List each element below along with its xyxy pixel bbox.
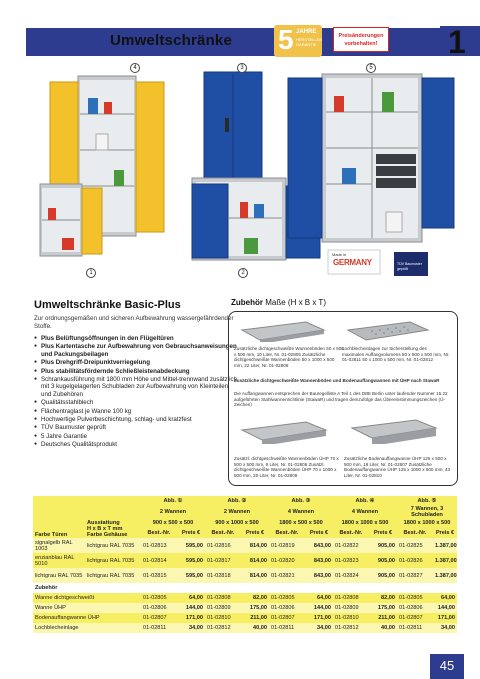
head-best: Best.-Nr. — [269, 528, 305, 538]
feature-item: ● Qualitätsstahlblech — [34, 399, 240, 406]
price-note: Preisänderungen vorbehalten! — [333, 27, 389, 52]
warranty-label: JAHRE — [296, 29, 317, 35]
tuv-label-2: geprüft — [397, 267, 408, 271]
price: 34,00 — [305, 623, 333, 633]
feature-item: ● Schrankausführung mit 1800 mm Höhe und Mittel-trennwand zusätzlich mit 3 kugelgelagerten Schubladen zur Aufbewahrung von Kleinteilen und Zubehören — [34, 376, 240, 398]
price: 144,00 — [177, 603, 205, 613]
price: 595,00 — [177, 553, 205, 568]
order-number: 01-02814 — [141, 553, 177, 568]
warranty-sublabel: HERSTELLER GARANTIE — [296, 37, 323, 47]
head-abb-3: Abb. ③ — [269, 496, 333, 506]
order-number: 01-02824 — [333, 568, 369, 583]
chapter-number: 1 — [448, 24, 466, 60]
photo-label-3: 3 — [237, 63, 247, 73]
price: 82,00 — [369, 593, 397, 603]
door-color: enzianblau RAL 5010 — [33, 553, 85, 568]
price: 211,00 — [241, 613, 269, 623]
feature-item: ● TÜV Baumuster geprüft — [34, 424, 240, 431]
feature-item: ● Flächentraglast je Wanne 100 kg — [34, 408, 240, 415]
head-price: Preis € — [433, 528, 457, 538]
body-color: lichtgrau RAL 7035 — [85, 553, 141, 568]
price: 211,00 — [369, 613, 397, 623]
head-best: Best.-Nr. — [205, 528, 241, 538]
accessory-name: Wanne ÜHP — [33, 603, 141, 613]
accessory-desc-3-title: Zusätzliche dichtgeschweißte Wannenböden und Bodenauffangwannen mit ÜHP nach StawaR — [234, 378, 440, 383]
price: 843,00 — [305, 538, 333, 553]
order-number: 01-02812 — [333, 623, 369, 633]
accessory-name: Lochblecheinlage — [33, 623, 141, 633]
accessory-desc-3: Die Auffangwannen entsprechen der Bauregelliste A Teil 1 des DIBt Berlin unter laufender Nummer 15.22 aufgeführten Stahlwannenrichtlinie (StawaR) und tragen demzufolge das Übereinstimmungszeichen (Ü-Zeichen) — [234, 391, 448, 408]
head-abb-1: Abb. ① — [141, 496, 205, 506]
price: 814,00 — [241, 568, 269, 583]
order-number: 01-02817 — [205, 553, 241, 568]
order-number: 01-02818 — [205, 568, 241, 583]
order-number: 01-02810 — [333, 613, 369, 623]
price: 144,00 — [433, 603, 457, 613]
order-number: 01-02820 — [269, 553, 305, 568]
head-desc-3: 4 Wannen — [269, 506, 333, 518]
accessories-title-dims: Maße (H x B x T) — [265, 298, 326, 307]
made-in-label: Made in — [332, 252, 347, 257]
page-title: Umweltschränke — [110, 32, 233, 49]
accessories-title — [231, 298, 326, 307]
head-equipment-l1: Ausstattung — [87, 520, 120, 526]
order-number: 01-02823 — [333, 553, 369, 568]
order-number: 01-02819 — [269, 538, 305, 553]
order-number: 01-02810 — [205, 613, 241, 623]
price: 843,00 — [305, 553, 333, 568]
feature-item: ● Hochwertige Pulverbeschichtung, schlag- und kratzfest — [34, 416, 240, 423]
feature-item: ● Deutsches Qualitätsprodukt — [34, 441, 240, 448]
head-abb-2: Abb. ② — [205, 496, 269, 506]
head-equipment-l3: Farbe Gehäuse — [87, 532, 128, 538]
chapter-tab — [440, 24, 480, 60]
head-desc-4: 4 Wannen — [333, 506, 397, 518]
tray-illustration-1 — [236, 318, 328, 342]
price: 1.387,00 — [433, 568, 457, 583]
table-row — [33, 568, 457, 583]
order-number: 01-02809 — [205, 603, 241, 613]
price: 595,00 — [177, 538, 205, 553]
order-number: 01-02805 — [141, 593, 177, 603]
head-dims-2: 900 x 1000 x 500 — [205, 518, 269, 528]
order-number: 01-02815 — [141, 568, 177, 583]
feature-list — [34, 335, 240, 450]
price: 905,00 — [369, 553, 397, 568]
accessory-name: Bodenauffangwanne ÜHP — [33, 613, 141, 623]
price: 64,00 — [177, 593, 205, 603]
head-desc-2: 2 Wannen — [205, 506, 269, 518]
feature-item: ● Plus Kartentasche zur Aufbewahrung von Gebrauchsanweisungen und Packungsbeilagen — [34, 343, 240, 358]
tray-illustration-3 — [346, 418, 442, 444]
head-best: Best.-Nr. — [397, 528, 433, 538]
price: 905,00 — [369, 538, 397, 553]
section-intro: Zur ordnungsgemäßen und sicheren Aufbewahrung wassergefährdender Stoffe. — [34, 315, 234, 330]
price: 1.387,00 — [433, 553, 457, 568]
door-color: lichtgrau RAL 7035 — [33, 568, 85, 583]
accessory-row — [33, 623, 457, 633]
price: 82,00 — [241, 593, 269, 603]
price: 34,00 — [433, 623, 457, 633]
price: 814,00 — [241, 538, 269, 553]
tray-illustration-2 — [236, 418, 332, 444]
cabinet-5 — [288, 74, 454, 242]
price: 64,00 — [433, 593, 457, 603]
order-number: 01-02811 — [269, 623, 305, 633]
perforated-sheet-illustration — [342, 318, 432, 342]
head-equipment-l2: H x B x T mm — [87, 526, 123, 532]
order-number: 01-02807 — [141, 613, 177, 623]
photo-label-1: 1 — [86, 268, 96, 278]
head-price: Preis € — [305, 528, 333, 538]
head-dims-4: 1800 x 1000 x 500 — [333, 518, 397, 528]
price: 40,00 — [369, 623, 397, 633]
order-number: 01-02812 — [205, 623, 241, 633]
photo-label-2: 2 — [238, 268, 248, 278]
accessories-title-bold: Zubehör — [231, 298, 263, 307]
warranty-years: 5 — [278, 24, 294, 55]
order-number: 01-02811 — [397, 623, 433, 633]
price: 814,00 — [241, 553, 269, 568]
order-number: 01-02806 — [141, 603, 177, 613]
price: 34,00 — [177, 623, 205, 633]
order-number: 01-02826 — [397, 553, 433, 568]
head-abb-4: Abb. ④ — [333, 496, 397, 506]
price: 1.387,00 — [433, 538, 457, 553]
cabinet-3 — [204, 72, 262, 184]
head-abb-5: Abb. ⑤ — [397, 496, 457, 506]
feature-item: ● Plus Drehgriff-Dreipunktverriegelung — [34, 359, 240, 366]
accessory-row — [33, 613, 457, 623]
order-number: 01-02827 — [397, 568, 433, 583]
section-title: Umweltschränke Basic-Plus — [34, 299, 181, 311]
price: 175,00 — [241, 603, 269, 613]
order-number: 01-02806 — [397, 603, 433, 613]
accessory-desc-5: Zusätzliche Bodenauffangwanne ÜHP 125 x 500 x 500 mm, 19 Liter, Nr. 01-02807 Zusätzliche Bodenauffangwanne ÜHP 125 x 1000 x 500 mm, 43 Liter, Nr. 01-02810 — [344, 456, 451, 478]
accessory-desc-1: Zusätzliche dichtgeschweißte Wannenböden 50 x 500 x 500 mm, 10 Liter, Nr. 01-02805 Zusätzliche dichtgeschweißte Wannenböden 50 x 1000 x 500 mm, 22 Liter, Nr. 01-02808 — [234, 346, 344, 368]
order-number: 01-02809 — [333, 603, 369, 613]
head-price: Preis € — [241, 528, 269, 538]
order-number: 01-02807 — [397, 613, 433, 623]
warranty-badge — [274, 25, 322, 57]
price: 905,00 — [369, 568, 397, 583]
price: 175,00 — [369, 603, 397, 613]
order-number: 01-02805 — [269, 593, 305, 603]
page-number: 45 — [430, 654, 464, 679]
order-number: 01-02816 — [205, 538, 241, 553]
price: 144,00 — [305, 603, 333, 613]
head-desc-5: 7 Wannen, 3 Schubladen — [397, 506, 457, 518]
cabinet-1 — [40, 184, 102, 256]
table-row — [33, 553, 457, 568]
accessory-desc-2: Lochblecheinlagen zur Sicherstellung des maximalen Auffangvolumens 50 x 500 x 500 mm, Nr. 01-02811 50 x 1000 x 500 mm, Nr. 01-02812 — [342, 346, 450, 363]
order-number: 01-02822 — [333, 538, 369, 553]
head-dims-5: 1800 x 1000 x 500 — [397, 518, 457, 528]
feature-item: ● 5 Jahre Garantie — [34, 433, 240, 440]
order-number: 01-02808 — [205, 593, 241, 603]
accessories-table-title: Zubehör — [33, 583, 457, 593]
order-number: 01-02825 — [397, 538, 433, 553]
head-best: Best.-Nr. — [333, 528, 369, 538]
head-desc-1: 2 Wannen — [141, 506, 205, 518]
head-door-color: Farbe Türen — [33, 496, 85, 538]
head-dims-1: 900 x 500 x 500 — [141, 518, 205, 528]
tuv-label-1: TÜV Baumuster — [397, 262, 422, 266]
price: 40,00 — [241, 623, 269, 633]
price-table — [33, 496, 457, 633]
accessory-row — [33, 603, 457, 613]
price: 843,00 — [305, 568, 333, 583]
head-price: Preis € — [369, 528, 397, 538]
price: 171,00 — [305, 613, 333, 623]
germany-label: GERMANY — [333, 258, 372, 267]
feature-item: ● Plus stabilitätsfördernde Schließleistenabdeckung — [34, 368, 240, 375]
accessory-desc-4: Zusätzl. dichtgeschweißte Wannenböden ÜHP 70 x 500 x 500 mm, 9 Liter, Nr. 01-02806 Zusätzl. dichtgeschweißte Wannenböden ÜHP 70 x 1000 x 500 mm, 20 Liter, Nr. 01-02809 — [234, 456, 339, 478]
head-price: Preis € — [177, 528, 205, 538]
price: 64,00 — [305, 593, 333, 603]
head-best: Best.-Nr. — [141, 528, 177, 538]
order-number: 01-02811 — [141, 623, 177, 633]
price: 171,00 — [433, 613, 457, 623]
order-number: 01-02805 — [397, 593, 433, 603]
head-dims-3: 1800 x 500 x 500 — [269, 518, 333, 528]
body-color: lichtgrau RAL 7035 — [85, 538, 141, 553]
order-number: 01-02813 — [141, 538, 177, 553]
feature-item: ● Plus Belüftungsöffnungen in den Flügeltüren — [34, 335, 240, 342]
head-equipment — [85, 496, 141, 538]
order-number: 01-02806 — [269, 603, 305, 613]
table-row — [33, 538, 457, 553]
accessory-name: Wanne dichtgeschweißt — [33, 593, 141, 603]
price: 595,00 — [177, 568, 205, 583]
order-number: 01-02807 — [269, 613, 305, 623]
door-color: signalgelb RAL 1003 — [33, 538, 85, 553]
order-number: 01-02808 — [333, 593, 369, 603]
photo-label-5: 5 — [366, 63, 376, 73]
price: 171,00 — [177, 613, 205, 623]
photo-label-4: 4 — [130, 63, 140, 73]
body-color: lichtgrau RAL 7035 — [85, 568, 141, 583]
order-number: 01-02821 — [269, 568, 305, 583]
accessory-row — [33, 593, 457, 603]
product-illustration — [26, 62, 456, 282]
